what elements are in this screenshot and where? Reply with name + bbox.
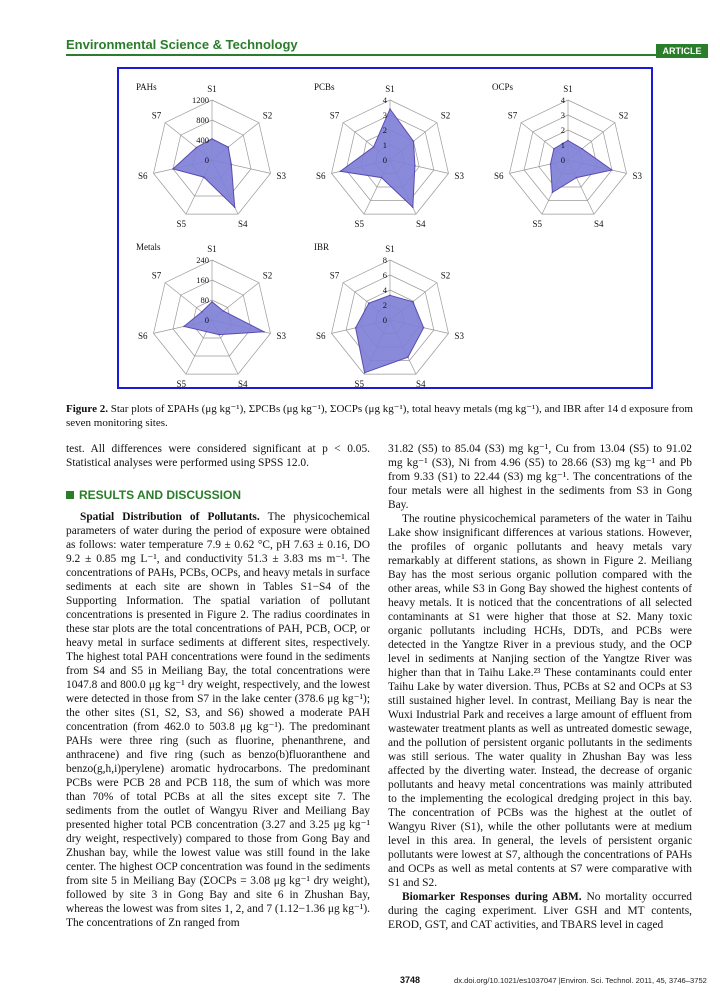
chart-title: Metals xyxy=(136,242,161,252)
caption-text: Star plots of ΣPAHs (μg kg⁻¹), ΣPCBs (μg kg⁻¹), ΣOCPs (μg kg⁻¹), total heavy metals (mg kg⁻¹), and IBR after 14 d exposure from seven monitoring sites. xyxy=(66,403,693,429)
tick-label: 0 xyxy=(204,155,209,165)
data-point-s7 xyxy=(373,146,375,148)
site-label-s2: S2 xyxy=(262,270,273,281)
caption-label: Figure 2. xyxy=(66,403,108,415)
tick-label: 3 xyxy=(382,110,387,120)
discussion-paragraph: The routine physicochemical parameters of the water in Taihu Lake show insignificant differences at various stations. However, the profiles of organic pollutants and heavy metals vary remarkably at different stations, as shown in Figure 2. Meiliang Bay has the most serious organic pollution compared with the other areas, while S3 in Gong Bay showed the highest contents of heavy metals. It is noticed that the concentrations of all selected contaminants at S1 were higher that those at S2. Many toxic organic pollutants including HCHs, DDTs, and PCBs were detected in the Yangtze River in a previous study, and the OCP level in sediments at Nanjing section of the Yangtze River was higher than that in Taihu Lake.²³ These contaminants could enter Taihu Lake by water diversion. Thus, PCBs at S2 and OCPs at S3 still sustained higher level. In contrast, Meiliang Bay is near the Wuxi Industrial Park and receives a large amount of effluent from wastewater treatment plants as well as untreated domestic sewage, and the pollution of persistent organic pollutants in the sediments was still serious. The water quality in Zhushan Bay was less affected by the diverting water. Instead, the decrease of organic pollutants and heavy metal concentrations was mainly attributed to the implementing the ecological dredging project in this bay. The concentration of PCBs was the highest at the outlet of Wangyu River (S1), while the other pollutants were at medium level in this area. In general, the levels of persistent organic pollutants were lowest at S7, although the concentrations of PAHs and OCPs as well as metal contents at S7 were comparative with S1 and S2. xyxy=(388,513,692,889)
site-label-s3: S3 xyxy=(276,170,286,181)
metals-paragraph: 31.82 (S5) to 85.04 (S3) mg kg⁻¹, Cu from 13.04 (S5) to 91.02 mg kg⁻¹ (S3), Ni from 4.96 (S5) to 28.66 (S3) mg kg⁻¹ and Pb from 9.33 (S1) to 22.44 (S3) mg kg⁻¹. The concentrations of the four metals were all highest in the sediments from S3 in Gong Bay. xyxy=(388,443,692,511)
data-polygon xyxy=(173,139,235,207)
data-point-s4 xyxy=(234,206,236,208)
data-point-s3 xyxy=(423,327,425,329)
data-point-s7 xyxy=(196,147,198,149)
data-point-s7 xyxy=(201,311,203,313)
data-point-s1 xyxy=(389,295,391,297)
star-chart-pcbs xyxy=(306,72,474,232)
data-point-s4 xyxy=(218,334,220,336)
data-point-s7 xyxy=(368,302,370,304)
data-point-s3 xyxy=(414,165,416,167)
site-label-s2: S2 xyxy=(440,270,451,281)
site-label-s1: S1 xyxy=(385,84,395,94)
site-label-s5: S5 xyxy=(176,379,186,389)
data-point-s3 xyxy=(231,164,233,166)
site-label-s7: S7 xyxy=(329,110,340,121)
site-label-s1: S1 xyxy=(207,84,217,94)
data-point-s3 xyxy=(611,169,613,171)
site-label-s4: S4 xyxy=(594,219,604,229)
site-label-s4: S4 xyxy=(416,219,426,229)
site-label-s7: S7 xyxy=(151,110,162,121)
biomarker-text: No mortality occurred during the caging experiment. Liver GSH and MT contents, EROD, GST, and CAT activities, and TBARS level in caged xyxy=(388,891,692,931)
site-label-s5: S5 xyxy=(532,219,542,229)
site-label-s6: S6 xyxy=(138,330,148,341)
data-point-s2 xyxy=(413,141,415,143)
site-label-s1: S1 xyxy=(563,84,573,94)
section-heading xyxy=(66,488,370,502)
site-label-s6: S6 xyxy=(138,170,148,181)
tick-label: 400 xyxy=(196,135,209,145)
data-polygon xyxy=(340,109,415,207)
header-rule xyxy=(66,54,656,56)
site-label-s1: S1 xyxy=(207,244,217,254)
section-title: RESULTS AND DISCUSSION xyxy=(79,488,242,502)
site-label-s1: S1 xyxy=(385,244,395,254)
tick-label: 1 xyxy=(382,140,387,150)
site-label-s3: S3 xyxy=(454,170,464,181)
data-point-s5 xyxy=(381,177,383,179)
tick-label: 1 xyxy=(560,140,565,150)
tick-label: 0 xyxy=(204,315,209,325)
site-label-s5: S5 xyxy=(354,379,364,389)
tick-label: 0 xyxy=(560,155,565,165)
data-point-s1 xyxy=(389,108,391,110)
data-point-s4 xyxy=(407,356,409,358)
data-point-s7 xyxy=(553,148,555,150)
site-label-s3: S3 xyxy=(454,330,464,341)
left-column xyxy=(66,442,370,930)
tick-label: 4 xyxy=(382,285,387,295)
data-polygon xyxy=(551,141,612,193)
tick-label: 8 xyxy=(382,255,387,265)
site-label-s4: S4 xyxy=(238,379,248,389)
site-label-s6: S6 xyxy=(494,170,504,181)
chart-title: PAHs xyxy=(136,82,157,92)
site-label-s3: S3 xyxy=(276,330,286,341)
data-point-s5 xyxy=(206,331,208,333)
data-polygon xyxy=(184,302,264,335)
star-chart-metals xyxy=(128,232,296,390)
star-chart-ocps xyxy=(484,72,652,232)
tick-label: 0 xyxy=(382,315,387,325)
page-number: 3748 xyxy=(400,975,421,985)
data-point-s2 xyxy=(223,310,225,312)
data-point-s4 xyxy=(576,177,578,179)
data-point-s3 xyxy=(263,331,265,333)
tick-label: 80 xyxy=(200,295,209,305)
site-label-s2: S2 xyxy=(618,110,629,121)
tick-label: 4 xyxy=(560,95,565,105)
site-label-s2: S2 xyxy=(440,110,451,121)
site-label-s4: S4 xyxy=(416,379,426,389)
article-badge: ARTICLE xyxy=(656,44,708,58)
data-point-s1 xyxy=(211,138,213,140)
tick-label: 3 xyxy=(560,110,565,120)
data-point-s2 xyxy=(227,146,229,148)
data-point-s6 xyxy=(355,327,357,329)
biomarker-paragraph xyxy=(388,890,692,932)
data-point-s5 xyxy=(203,176,205,178)
site-label-s6: S6 xyxy=(316,330,326,341)
site-label-s7: S7 xyxy=(329,270,340,281)
site-label-s5: S5 xyxy=(176,219,186,229)
site-label-s2: S2 xyxy=(262,110,273,121)
site-label-s7: S7 xyxy=(507,110,518,121)
tick-label: 240 xyxy=(196,255,209,265)
chart-title: PCBs xyxy=(314,82,335,92)
tick-label: 2 xyxy=(560,125,565,135)
site-label-s4: S4 xyxy=(238,219,248,229)
run-in-heading: Spatial Distribution of Pollutants. xyxy=(80,511,260,523)
chart-title: IBR xyxy=(314,242,330,252)
site-label-s5: S5 xyxy=(354,219,364,229)
site-label-s3: S3 xyxy=(632,170,642,181)
spatial-paragraph xyxy=(66,510,370,930)
data-point-s4 xyxy=(412,207,414,209)
data-point-s2 xyxy=(412,301,414,303)
journal-title: Environmental Science & Technology xyxy=(66,37,298,52)
data-point-s1 xyxy=(567,140,569,142)
spatial-text: The physicochemical parameters of water during the period of exposure were obtained as follows: water temperature 7.9 ± 0.62 °C, pH 7.63 ± 0.16, DO 9.2 ± 0.85 mg L⁻¹, and conductivity 51.3 ± 3.83 ms m⁻¹. The concentrations of PAHs, PCBs, OCPs, and heavy metals in surface sediments at each site are shown in Tables S1−S4 of the Supporting Information. The spatial variation of pollutant concentrations is presented in Figure 2. The radius coordinates in these star plots are the total concentrations of PAH, PCB, OCP, or heavy metal in surface sediments at different sites, respectively. The highest total PAH concentrations were found in the sediments from S4 and S5 in Meiliang Bay, the total concentrations were 1047.8 and 800.0 μg kg⁻¹ dry weight, respectively, and the lowest were detected in those from S7 in the lake center (378.6 μg kg⁻¹); the other sites (S1, S2, S3, and S6) showed a moderate PAH concentration (from 462.0 to 503.8 μg kg⁻¹). The predominant PAHs were three ring (such as fluorine, phenanthrene, and anthracene) and five ring (such as benzo(b)fluoranthene and benzo(g,h,i)perylene) aromatic hydrocarbons. The predominant PCBs were PCB 28 and PCB 118, the sum of which was more than 70% of total PCBs at all the sites except site 7. The sediments from the outlet of Wangyu River and Meiliang Bay presented higher total PCB concentration (3.27 and 3.25 μg kg⁻¹ dry weight, respectively) compared to those from Gong Bay and Zhushan bay, while the lowest value was still found in the lake center. The highest OCP concentration was found in the sediments from site 5 in Meiliang Bay (ΣOCPs = 3.08 μg kg⁻¹ dry weight), followed by site 3 in Gong Bay and site 6 in Zhushan Bay, whereas the lowest was from sites 1, 2, and 7 (1.12−1.36 μg kg⁻¹). The concentrations of Zn ranged from xyxy=(66,511,370,929)
figure-caption xyxy=(66,402,710,430)
star-chart-ibr xyxy=(306,232,474,390)
run-in-heading-biomarker: Biomarker Responses during ABM. xyxy=(402,891,582,903)
data-point-s6 xyxy=(340,171,342,173)
site-label-s7: S7 xyxy=(151,270,162,281)
data-point-s1 xyxy=(211,301,213,303)
tick-label: 1200 xyxy=(192,95,209,105)
data-point-s2 xyxy=(581,148,583,150)
right-column xyxy=(388,442,692,932)
doi-citation: dx.doi.org/10.1021/es1037047 |Environ. Sci. Technol. 2011, 45, 3746–3752 xyxy=(454,976,707,985)
data-point-s5 xyxy=(552,192,554,194)
site-label-s6: S6 xyxy=(316,170,326,181)
data-point-s6 xyxy=(172,168,174,170)
tick-label: 160 xyxy=(196,275,209,285)
star-chart-pahs xyxy=(128,72,296,232)
methods-tail-paragraph: test. All differences were considered significant at p < 0.05. Statistical analyses were performed using SPSS 12.0. xyxy=(66,443,370,469)
data-point-s5 xyxy=(364,372,366,374)
data-point-s6 xyxy=(550,163,552,165)
tick-label: 4 xyxy=(382,95,387,105)
section-square-icon xyxy=(66,491,74,499)
data-point-s6 xyxy=(183,326,185,328)
chart-title: OCPs xyxy=(492,82,514,92)
data-polygon xyxy=(356,295,424,372)
tick-label: 2 xyxy=(382,125,387,135)
tick-label: 0 xyxy=(382,155,387,165)
tick-label: 6 xyxy=(382,270,387,280)
tick-label: 800 xyxy=(196,115,209,125)
tick-label: 2 xyxy=(382,300,387,310)
